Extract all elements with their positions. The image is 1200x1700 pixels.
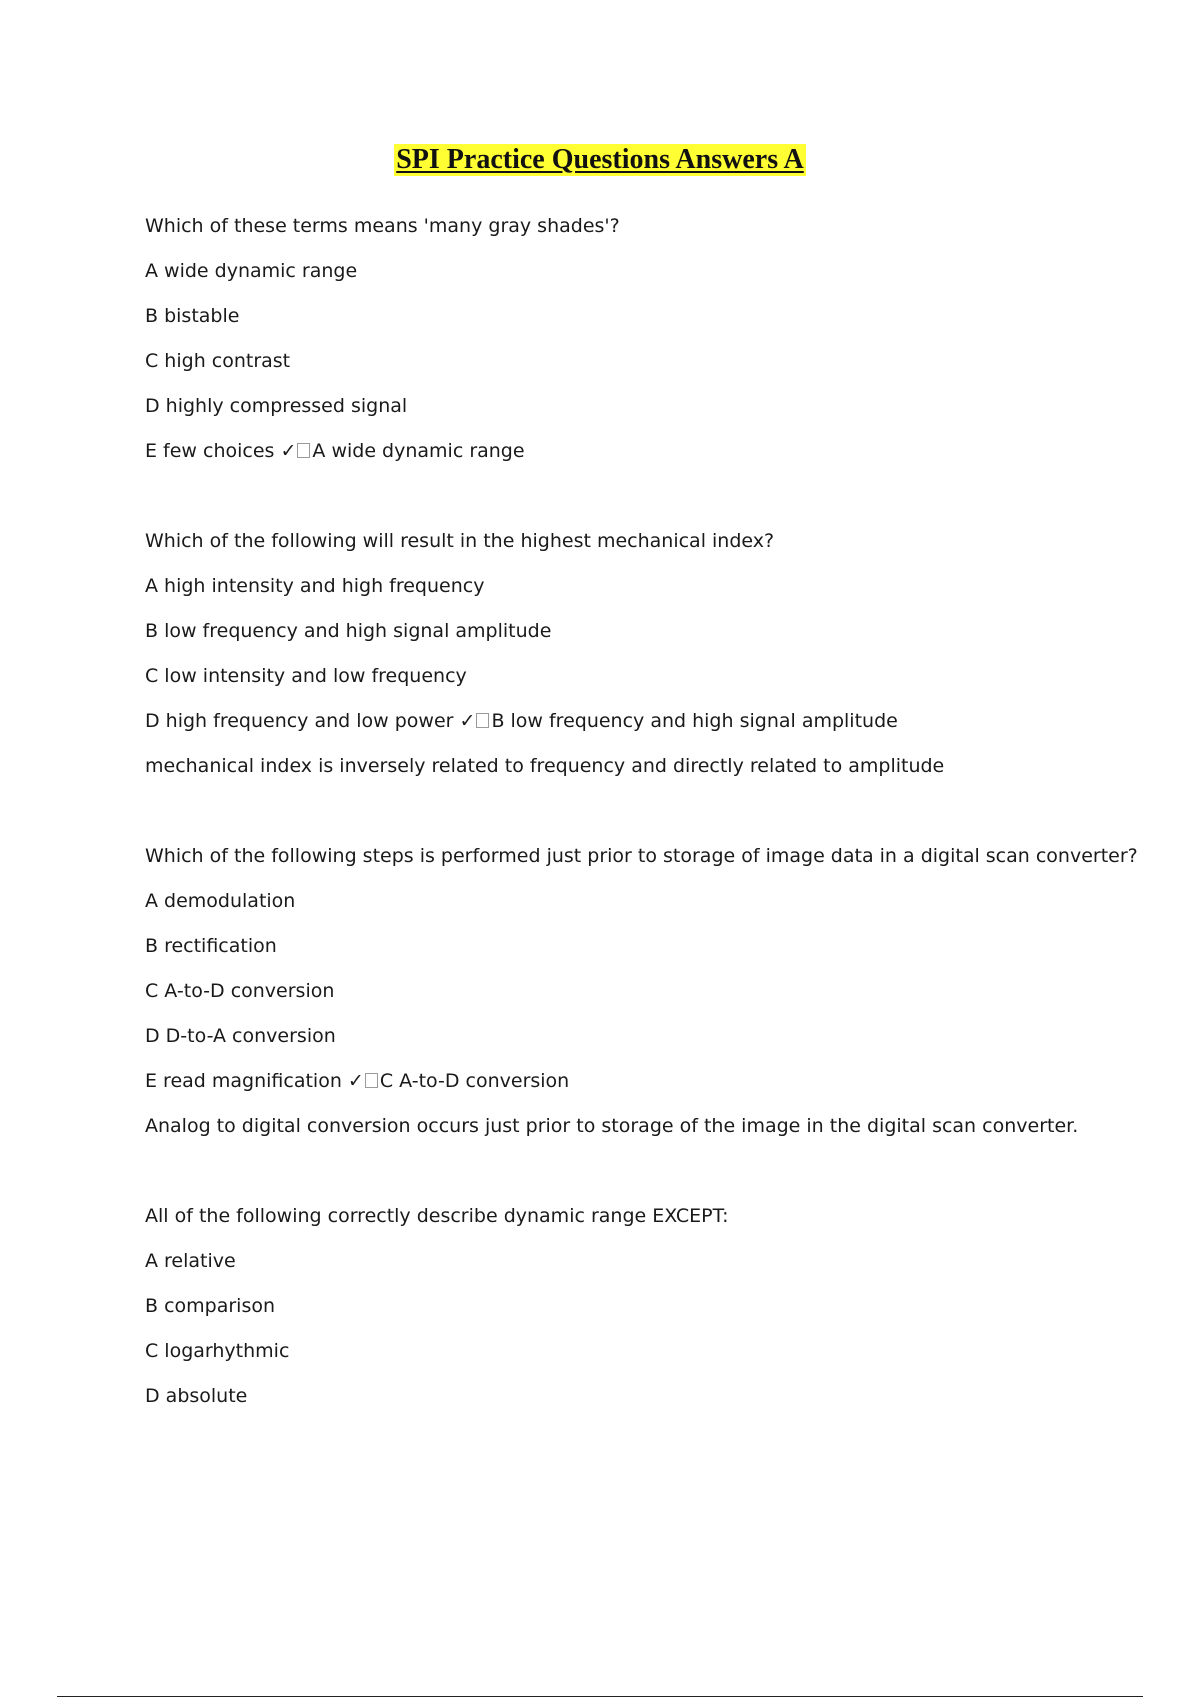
answer-option: B bistable [145,305,240,327]
page-title: SPI Practice Questions Answers A [396,144,804,175]
question-block-2 [145,519,1145,789]
title-wrap [0,144,1200,176]
answer-option: A relative [145,1250,236,1272]
question-block-1 [145,204,1145,474]
question-prompt: Which of the following steps is performed just prior to storage of image data in a digital scan converter? [145,845,1138,867]
footer-divider [57,1696,1143,1697]
answer-option: A demodulation [145,890,296,912]
question-prompt: All of the following correctly describe dynamic range EXCEPT: [145,1205,729,1227]
answer-option: E read magnification [145,1070,342,1092]
answer-option: C logarhythmic [145,1340,290,1362]
correct-answer: C A-to-D conversion [379,1070,570,1092]
answer-option: D D-to-A conversion [145,1025,336,1047]
answer-option-with-key [145,429,1145,474]
answer-option: A high intensity and high frequency [145,575,485,597]
answer-option: A wide dynamic range [145,260,358,282]
correct-answer: A wide dynamic range [312,440,525,462]
spacer [145,789,1145,834]
answer-option: C high contrast [145,350,291,372]
checkmark-icon: ✓ [459,710,476,732]
question-prompt: Which of these terms means 'many gray shades'? [145,215,620,237]
answer-option-with-key [145,699,1145,744]
answer-option-with-key [145,1059,1145,1104]
answer-explanation: mechanical index is inversely related to frequency and directly related to amplitude [145,755,945,777]
empty-box-icon [365,1073,378,1088]
spacer [145,474,1145,519]
answer-option: D high frequency and low power [145,710,454,732]
checkmark-icon: ✓ [280,440,297,462]
answer-explanation: Analog to digital conversion occurs just prior to storage of the image in the digital scan converter. [145,1115,1079,1137]
question-prompt: Which of the following will result in the highest mechanical index? [145,530,775,552]
question-block-3 [145,834,1145,1149]
answer-option: B comparison [145,1295,276,1317]
checkmark-icon: ✓ [347,1070,364,1092]
answer-option: C low intensity and low frequency [145,665,467,687]
empty-box-icon [297,443,310,458]
correct-answer: B low frequency and high signal amplitude [491,710,898,732]
spacer [145,1149,1145,1194]
answer-option: B rectification [145,935,277,957]
answer-option: C A-to-D conversion [145,980,335,1002]
answer-option: D absolute [145,1385,248,1407]
answer-option: E few choices [145,440,275,462]
answer-option: B low frequency and high signal amplitude [145,620,552,642]
answer-option: D highly compressed signal [145,395,408,417]
empty-box-icon [476,713,489,728]
question-list [145,204,1145,1419]
question-block-4 [145,1194,1145,1419]
